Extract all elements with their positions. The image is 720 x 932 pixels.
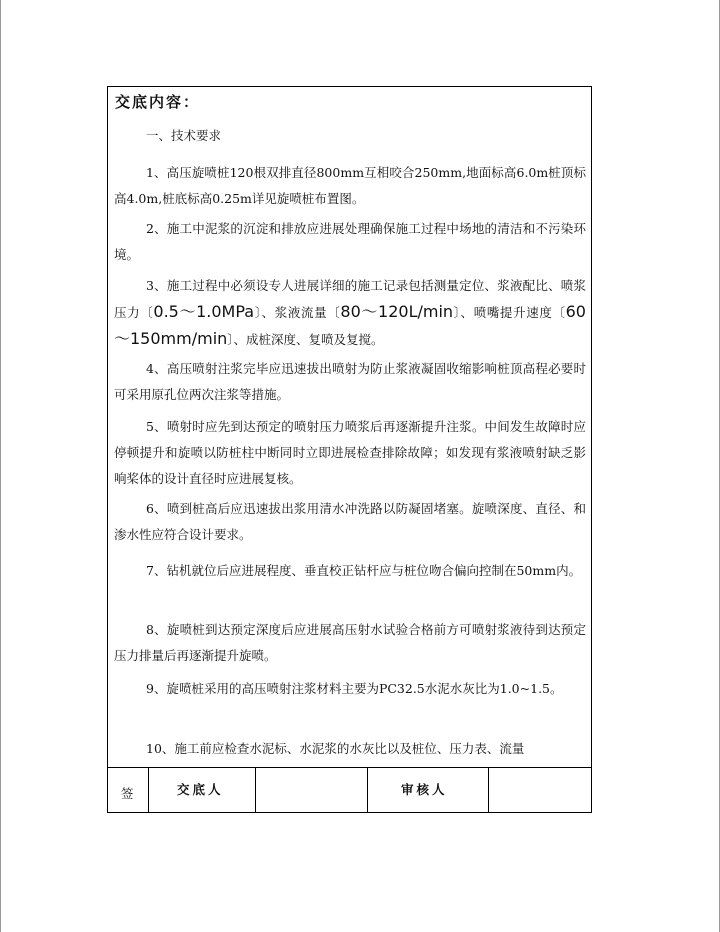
- content-heading: 交底内容：: [115, 93, 201, 111]
- paragraph-8: 8、旋喷桩到达预定深度后应进展高压射水试验合格前方可喷射浆液待到达预定压力排量后再逐渐提升旋喷。: [114, 622, 586, 663]
- paragraph-3: [114, 273, 586, 353]
- paragraph-2: 2、施工中泥浆的沉淀和排放应进展处理确保施工过程中场地的清洁和不污染环境。: [114, 221, 586, 262]
- reviewer-label-cell: [367, 768, 488, 813]
- reviewer-value-cell[interactable]: [488, 768, 591, 813]
- reviewer-label: 审核人: [401, 782, 448, 797]
- p3-flow-value: 80～120L/min: [340, 302, 454, 321]
- paragraph-6: 6、喷到桩高后应迅速拔出浆用清水冲洗路以防凝固堵塞。旋喷深度、直径、和渗水性应符合设计要求。: [114, 501, 586, 542]
- paragraph-10: 10、施工前应检查水泥标、水泥浆的水灰比以及桩位、压力表、流量: [146, 741, 525, 756]
- paragraph-1: 1、高压旋喷桩120根双排直径800mm互相咬合250mm,地面标高6.0m桩顶标高4.0m,桩底标高0.25m详见旋喷桩布置图。: [114, 165, 586, 206]
- discloser-label-cell: [148, 768, 255, 813]
- disclosure-content: [108, 87, 591, 767]
- sign-label: 签: [121, 786, 137, 801]
- p3-pressure-value: 0.5～1.0MPa: [153, 302, 255, 321]
- paragraph-9: 9、旋喷桩采用的高压喷射注浆材料主要为PC32.5水泥水灰比为1.0~1.5。: [146, 681, 563, 696]
- p3-text-c: 〕、浆液流量〔: [254, 305, 341, 320]
- disclosure-form: [107, 86, 592, 813]
- page-edge-left: [0, 0, 1, 932]
- p3-text-g: 〕、成桩深度、复喷及复搅。: [227, 332, 384, 347]
- p3-speed-value: 60～150mm/min: [114, 302, 586, 348]
- sign-cell: [108, 768, 148, 813]
- section-title: 一、技术要求: [146, 128, 222, 143]
- paragraph-5: 5、喷射时应先到达预定的喷射压力喷浆后再逐渐提升注浆。中间发生故障时应停顿提升和旋喷以防桩柱中断同时立即进展检查排除故障；如发现有浆液喷射缺乏影响桨体的设计直径时应进展复核。: [114, 419, 586, 486]
- signature-row: [108, 767, 591, 813]
- p3-text-a: 3、施工过程中必须设专人进展详细的施工记录包括测量定位、浆液配比、喷浆压力〔: [114, 278, 586, 320]
- paragraph-7: 7、钻机就位后应进展程度、垂直校正钻杆应与桩位吻合偏向控制在50mm内。: [146, 563, 582, 578]
- discloser-label: 交底人: [177, 782, 224, 797]
- discloser-value-cell[interactable]: [255, 768, 367, 813]
- p3-text-e: 〕、喷嘴提升速度〔: [453, 305, 566, 320]
- paragraph-4: 4、高压喷射注浆完毕应迅速拔出喷射为防止浆液凝固收缩影响桩顶高程必要时可采用原孔位两次注浆等措施。: [114, 361, 586, 402]
